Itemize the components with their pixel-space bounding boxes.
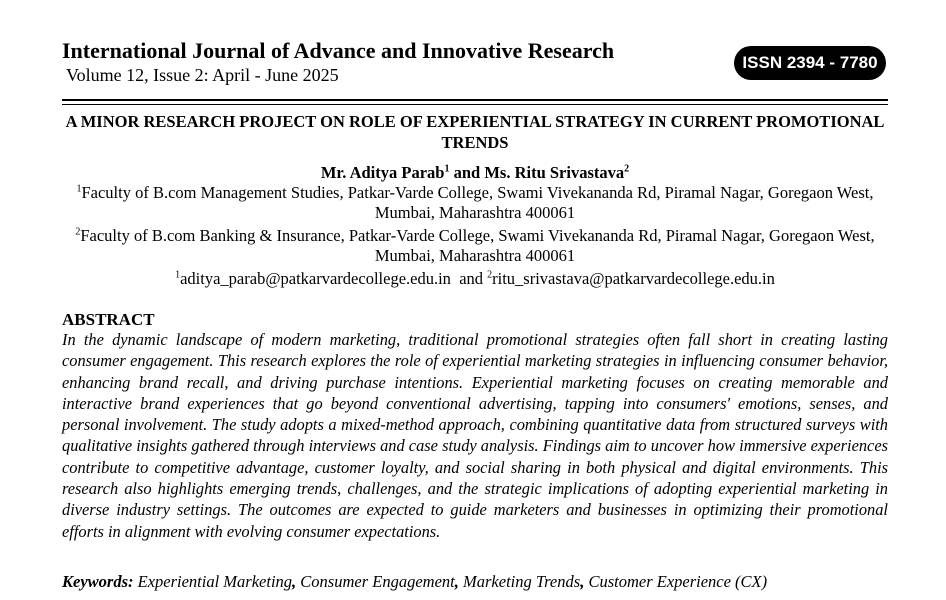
keyword-item: Marketing Trends bbox=[463, 572, 581, 591]
author-2: Ms. Ritu Srivastava bbox=[484, 163, 625, 182]
author-and: and bbox=[449, 163, 485, 182]
journal-title: International Journal of Advance and Innovative Research bbox=[62, 38, 615, 63]
affiliation-2-text: Faculty of B.com Banking & Insurance, Patkar-Varde College, Swami Vivekananda Rd, Piramal Nagar, Goregaon West, Mumbai, Maharashtra 400061 bbox=[80, 226, 875, 265]
email-1[interactable]: aditya_parab@patkarvardecollege.edu.in bbox=[180, 269, 451, 288]
email-line bbox=[62, 269, 888, 289]
email-2[interactable]: ritu_srivastava@patkarvardecollege.edu.in bbox=[492, 269, 775, 288]
affiliation-2 bbox=[62, 226, 888, 266]
affiliation-1-sup: 1 bbox=[76, 183, 82, 195]
author-1-sup: 1 bbox=[444, 163, 450, 175]
journal-volume: Volume 12, Issue 2: April - June 2025 bbox=[66, 65, 339, 85]
keyword-separator: , bbox=[454, 572, 459, 591]
email-and: and bbox=[450, 269, 488, 288]
author-line bbox=[62, 163, 888, 183]
keyword-item: Experiential Marketing bbox=[137, 572, 293, 591]
email-2-sup: 2 bbox=[487, 269, 493, 281]
header-rule-thick bbox=[62, 99, 888, 101]
header-rule-thin bbox=[62, 104, 888, 105]
keyword-item: Consumer Engagement bbox=[300, 572, 455, 591]
author-2-sup: 2 bbox=[624, 163, 630, 175]
abstract-body: In the dynamic landscape of modern marketing, traditional promotional strategies often fall short in creating lasting consumer engagement. This research explores the role of experiential marketing strategies in influencing consumer behavior, enhancing brand recall, and driving purchase intentions. Experiential marketing focuses on creating memorable and interactive brand experiences that go beyond conventional advertising, tapping into consumers' emotions, senses, and personal involvement. The study adopts a mixed-method approach, combining quantitative data from structured surveys with qualitative insights gathered through interviews and case study analysis. Findings aim to uncover how immersive experiences contribute to competitive advantage, customer loyalty, and social sharing in both physical and digital environments. This research also highlights emerging trends, challenges, and the strategic implications of adopting experiential marketing in diverse industry settings. The outcomes are expected to guide marketers and businesses in optimizing their promotional efforts in alignment with evolving consumer expectations. bbox=[62, 330, 888, 541]
keywords-label: Keywords: bbox=[62, 572, 134, 591]
keywords-line bbox=[62, 572, 888, 592]
author-1: Mr. Aditya Parab bbox=[320, 163, 445, 182]
email-1-sup: 1 bbox=[175, 269, 181, 281]
keyword-separator: , bbox=[580, 572, 585, 591]
journal-header bbox=[62, 38, 614, 86]
issn-badge: ISSN 2394 - 7780 bbox=[734, 46, 886, 80]
keyword-item: Customer Experience (CX) bbox=[588, 572, 768, 591]
keywords-list bbox=[138, 572, 768, 591]
paper-title: A MINOR RESEARCH PROJECT ON ROLE OF EXPERIENTIAL STRATEGY IN CURRENT PROMOTIONAL TRENDS bbox=[65, 112, 885, 152]
abstract-heading: ABSTRACT bbox=[62, 310, 155, 329]
affiliation-1 bbox=[62, 183, 888, 223]
affiliation-2-sup: 2 bbox=[75, 226, 81, 238]
keyword-separator: , bbox=[292, 572, 297, 591]
affiliation-1-text: Faculty of B.com Management Studies, Patkar-Varde College, Swami Vivekananda Rd, Piramal Nagar, Goregaon West, Mumbai, Maharashtra 400061 bbox=[81, 183, 874, 222]
